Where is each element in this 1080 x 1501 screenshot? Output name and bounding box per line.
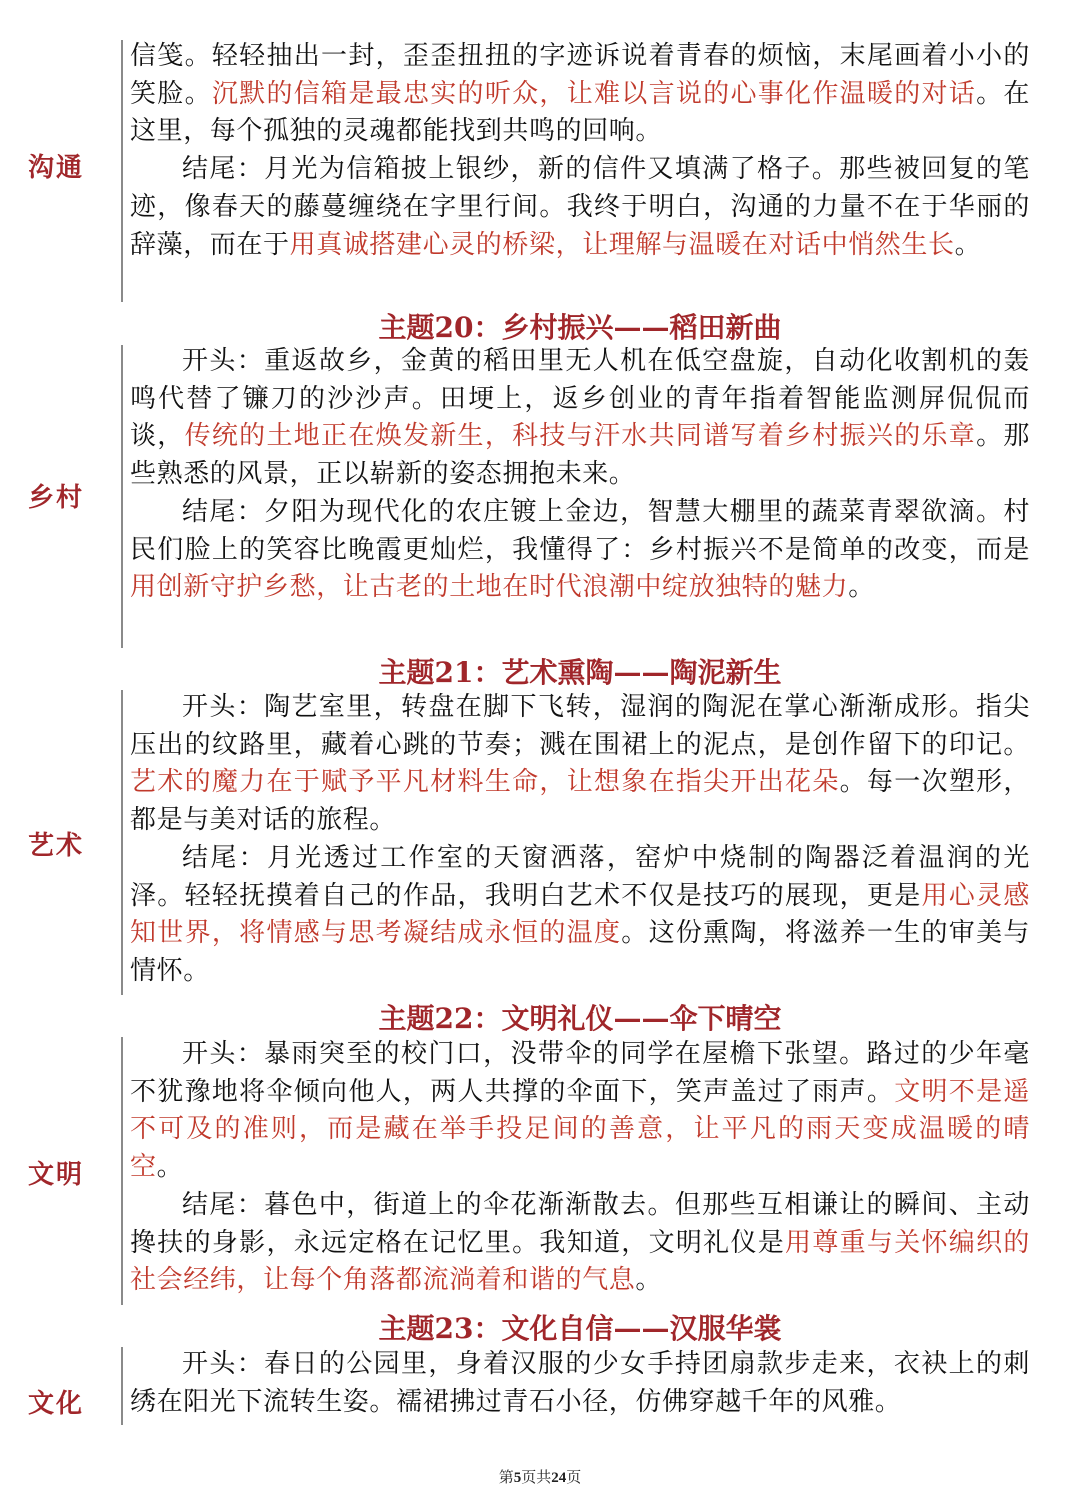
paragraph <box>130 38 1030 151</box>
text-segment: 开头：重返故乡，金黄的稻田里无人机在低空盘旋，自动化收割机的轰鸣代替了镰刀的沙沙声。田埂上，返乡创业的青年指着智能监测屏侃侃而谈， <box>130 346 1030 452</box>
section-body <box>130 343 1030 607</box>
text-segment: 结尾：暮色中，街道上的伞花渐渐散去。但那些互相谦让的瞬间、主动搀扶的身影，永远定格在记忆里。我知道，文明礼仪是 <box>130 1189 1030 1258</box>
current-page-number: 5 <box>513 1470 522 1486</box>
text-segment: 。 <box>954 229 982 260</box>
text-segment: 。在这里，每个孤独的灵魂都能找到共鸣的回响。 <box>130 78 1030 147</box>
paragraph <box>130 494 1030 607</box>
footer-middle: 页共 <box>521 1470 552 1486</box>
section-divider-line <box>121 690 123 995</box>
section-label-yishu: 艺术 <box>28 831 85 861</box>
text-segment: 。 <box>156 1152 184 1183</box>
section-divider-line <box>121 1347 123 1425</box>
text-segment: 信笺。轻轻抽出一封，歪歪扭扭的字迹诉说着青春的烦恼，末尾画着小小的笑脸。 <box>130 41 1030 109</box>
text-segment: 开头：春日的公园里，身着汉服的少女手持团扇款步走来，衣袂上的刺绣在阳光下流转生姿。襦裙拂过青石小径，仿佛穿越千年的风雅。 <box>130 1349 1030 1417</box>
section-label-wenming: 文明 <box>28 1160 85 1190</box>
text-segment: 结尾：月光为信箱披上银纱，新的信件又填满了格子。那些被回复的笔迹，像春天的藤蔓缠绕在字里行间。我终于明白，沟通的力量不在于华丽的辞藻，而在于 <box>130 154 1030 260</box>
text-segment: 。 <box>848 572 875 603</box>
section-body <box>130 689 1030 991</box>
section-divider-line <box>121 40 123 302</box>
section-label-xiangcun: 乡村 <box>28 483 85 513</box>
section-divider-line <box>121 1037 123 1305</box>
paragraph <box>130 840 1030 991</box>
highlighted-sentence: 艺术的魔力在于赋予平凡材料生命，让想象在指尖开出花朵 <box>130 767 840 798</box>
text-segment: 。 <box>635 1265 663 1296</box>
text-segment: 。这份熏陶，将滋养一生的审美与情怀。 <box>130 918 1030 986</box>
paragraph <box>130 151 1030 264</box>
text-segment: 结尾：月光透过工作室的天窗洒落，窑炉中烧制的陶器泛着温润的光泽。轻轻抚摸着自己的作品，我明白艺术不仅是技巧的展现，更是 <box>130 842 1030 911</box>
paragraph <box>130 1036 1030 1187</box>
footer-prefix: 第 <box>498 1470 514 1486</box>
highlighted-sentence: 用尊重与关怀编织的社会经纬，让每个角落都流淌着和谐的气息 <box>130 1227 1030 1296</box>
section-body <box>130 38 1030 264</box>
paragraph <box>130 689 1030 840</box>
footer-suffix: 页 <box>566 1470 582 1486</box>
highlighted-sentence: 用真诚搭建心灵的桥梁，让理解与温暖在对话中悄然生长 <box>289 229 955 260</box>
theme-title: 主题22：文明礼仪——伞下晴空 <box>378 1002 782 1035</box>
text-segment: 。每一次塑形，都是与美对话的旅程。 <box>130 767 1031 836</box>
section-body <box>130 1346 1030 1421</box>
paragraph <box>130 343 1030 494</box>
section-body <box>130 1036 1030 1300</box>
section-divider-line <box>121 345 123 648</box>
highlighted-sentence: 传统的土地正在焕发新生，科技与汗水共同谱写着乡村振兴的乐章 <box>184 421 977 452</box>
text-segment: 。那些熟悉的风景，正以崭新的姿态拥抱未来。 <box>130 421 1031 490</box>
section-label-wenhua: 文化 <box>28 1389 85 1419</box>
paragraph <box>130 1346 1030 1421</box>
theme-title: 主题23：文化自信——汉服华裳 <box>378 1312 782 1345</box>
text-segment: 结尾：夕阳为现代化的农庄镀上金边，智慧大棚里的蔬菜青翠欲滴。村民们脸上的笑容比晚霞更灿烂，我懂得了：乡村振兴不是简单的改变，而是 <box>130 496 1030 565</box>
highlighted-sentence: 沉默的信箱是最忠实的听众，让难以言说的心事化作温暖的对话 <box>211 78 977 109</box>
page-footer <box>0 1466 1080 1487</box>
highlighted-sentence: 文明不是遥不可及的准则，而是藏在举手投足间的善意，让平凡的雨天变成温暖的晴空 <box>130 1076 1030 1183</box>
text-segment: 开头：暴雨突至的校门口，没带伞的同学在屋檐下张望。路过的少年毫不犹豫地将伞倾向他人，两人共撑的伞面下，笑声盖过了雨声。 <box>130 1039 1030 1107</box>
total-page-count: 24 <box>551 1470 567 1486</box>
section-label-goutong: 沟通 <box>28 153 85 183</box>
text-segment: 开头：陶艺室里，转盘在脚下飞转，湿润的陶泥在掌心渐渐成形。指尖压出的纹路里，藏着心跳的节奏；溅在围裙上的泥点，是创作留下的印记。 <box>130 692 1030 760</box>
theme-title: 主题20：乡村振兴——稻田新曲 <box>378 311 782 344</box>
highlighted-sentence: 用心灵感知世界，将情感与思考凝结成永恒的温度 <box>130 880 1030 949</box>
theme-title: 主题21：艺术熏陶——陶泥新生 <box>378 656 782 689</box>
highlighted-sentence: 用创新守护乡愁，让古老的土地在时代浪潮中绽放独特的魅力 <box>130 572 849 603</box>
paragraph <box>130 1187 1030 1300</box>
